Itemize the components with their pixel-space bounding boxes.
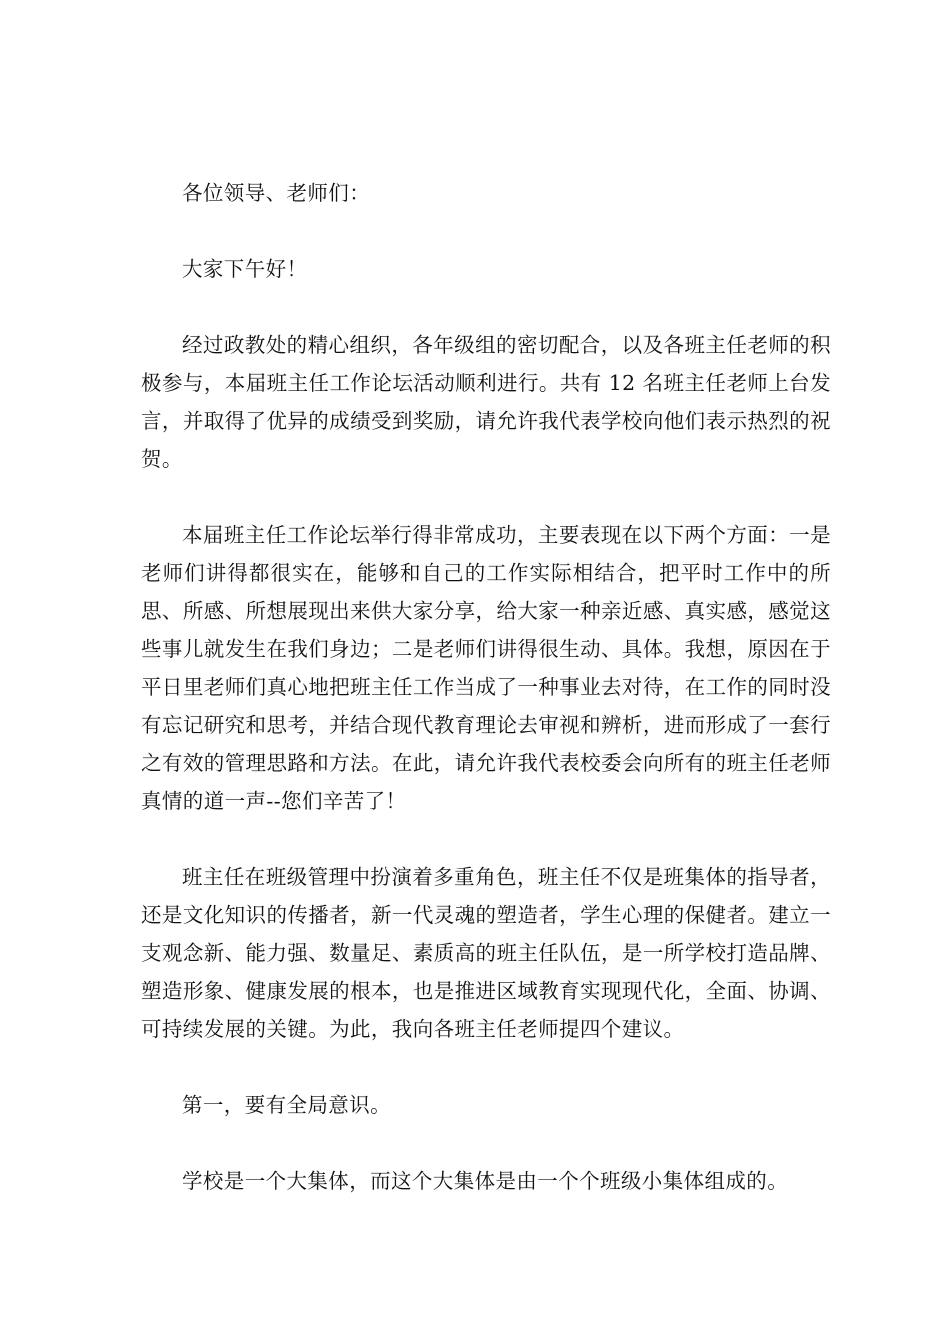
paragraph-collective: 学校是一个大集体，而这个大集体是由一个个班级小集体组成的。	[182, 1169, 789, 1193]
salutation: 各位领导、老师们：	[182, 181, 371, 205]
document-body	[141, 174, 831, 1238]
paragraph-roles: 班主任在班级管理中扮演着多重角色，班主任不仅是班集体的指导者，还是文化知识的传播者，新一代灵魂的塑造者，学生心理的保健者。建立一支观念新、能力强、数量足、素质高的班主任队伍，是一所学校打造品牌、塑造形象、健康发展的根本，也是推进区域教育实现现代化，全面、协调、可持续发展的关键。为此，我向各班主任老师提四个建议。	[141, 865, 831, 1041]
suggestion-heading-1: 第一，要有全局意识。	[182, 1093, 391, 1117]
greeting: 大家下午好！	[182, 257, 308, 281]
paragraph-intro: 经过政教处的精心组织，各年级组的密切配合，以及各班主任老师的积极参与，本届班主任工作论坛活动顺利进行。共有 12 名班主任老师上台发言，并取得了优异的成绩受到奖励，请允许我代表学校向他们表示热烈的祝贺。	[141, 333, 831, 471]
paragraph-success: 本届班主任工作论坛举行得非常成功，主要表现在以下两个方面：一是老师们讲得都很实在，能够和自己的工作实际相结合，把平时工作中的所思、所感、所想展现出来供大家分享，给大家一种亲近感、真实感，感觉这些事儿就发生在我们身边；二是老师们讲得很生动、具体。我想，原因在于平日里老师们真心地把班主任工作当成了一种事业去对待，在工作的同时没有忘记研究和思考，并结合现代教育理论去审视和辨析，进而形成了一套行之有效的管理思路和方法。在此，请允许我代表校委会向所有的班主任老师真情的道一声--您们辛苦了！	[141, 523, 831, 813]
